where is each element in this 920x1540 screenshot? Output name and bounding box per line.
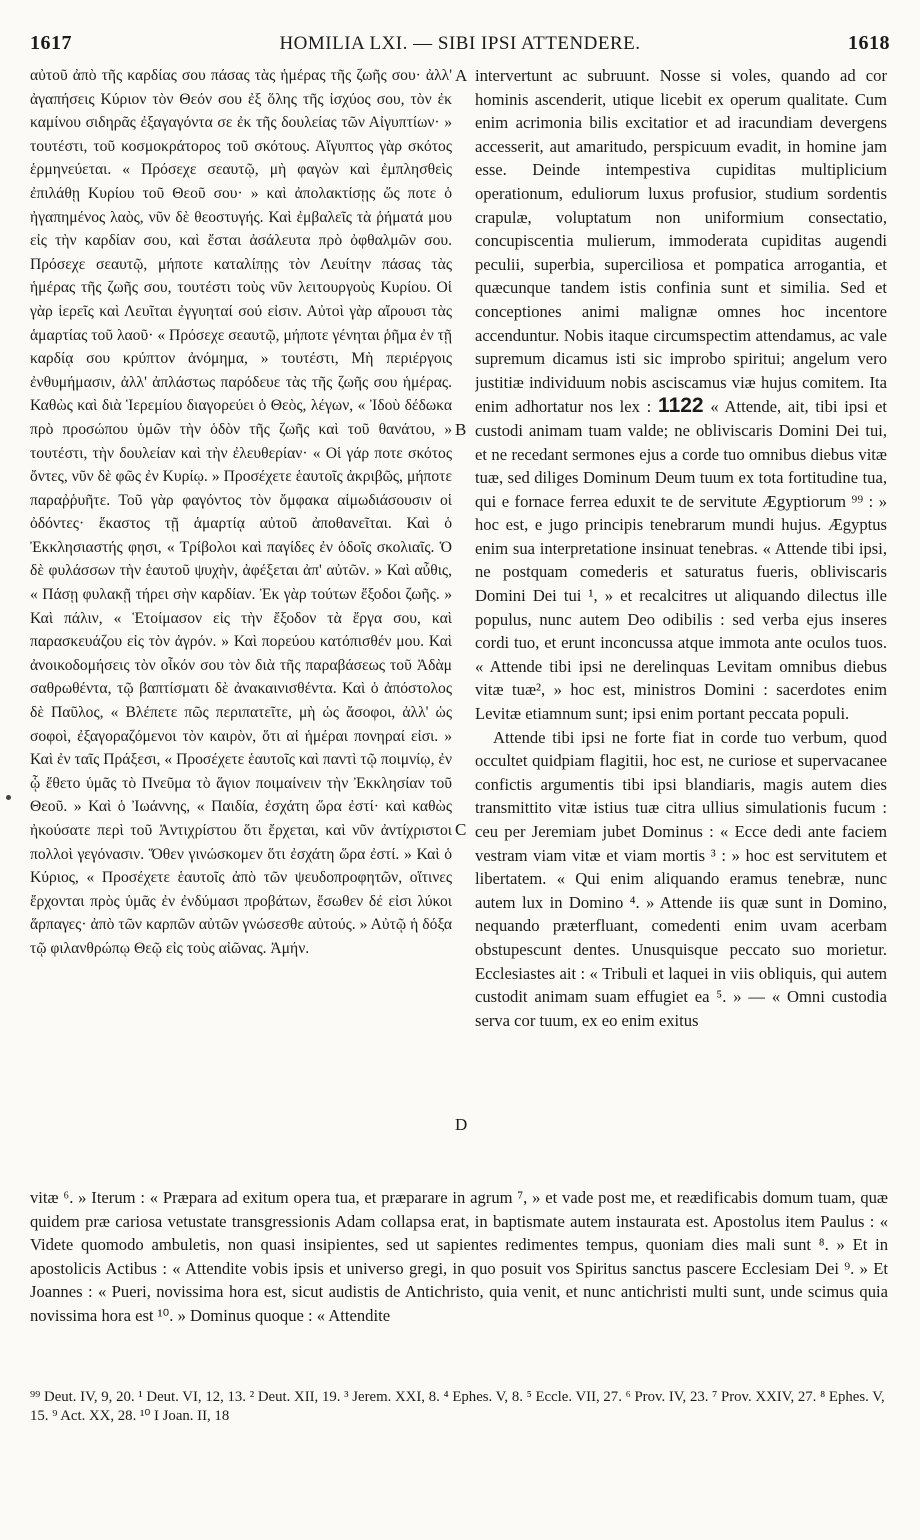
greek-text: αὐτοῦ ἀπὸ τῆς καρδίας σου πάσας τὰς ἡμέρας τῆς ζωῆς σου· ἀλλ' ἀγαπήσεις Κύριον τὸν Θεόν σου ἐξ ὅλης τῆς ἰσχύος σου, τὸν ἐκ καμίνου σιδηρᾶς ἐξαγαγόντα σε ἐκ τῆς δουλείας τῶν Αἰγυπτίων· » τουτέστι, τοῦ κοσμοκράτορος τοῦ σκότους. Αἴγυπτος γὰρ σκότος ἑρμηνεύεται. « Πρόσεχε σεαυτῷ, μὴ φαγὼν καὶ ἐμπλησθεὶς ἐπιλάθῃ Κυρίου τοῦ Θεοῦ σου· » καὶ ἀπολακτίσῃς ὥς ποτε ὁ ἠγαπημένος λαὸς, νῦν δὲ θεοστυγής. Καὶ ἐμβαλεῖς τὰ ῥήματά μου εἰς τὴν καρδίαν σου, καὶ ἔσται ἀσάλευτα πρὸ ὀφθαλμῶν σου. Πρόσεχε σεαυτῷ, μήποτε καταλίπῃς τὸν Λευίτην πάσας τὰς ἡμέρας τῆς ζωῆς σου, τουτέστι τοὺς νῦν λειτουργοὺς Κυρίου. Οἱ γὰρ ἱερεῖς καὶ Λευῖται ἐγγυηταί σού εἰσιν. Αὐτοὶ γὰρ αἴρουσι τὰς ἁμαρτίας τοῦ λαοῦ· « Πρόσεχε σεαυτῷ, μήποτε γένηται ῥῆμα ἐν τῇ καρδίᾳ σου κρύπτον ἀνόμημα, » τουτέστι, Μὴ περιέργοις ἐνθυμήμασιν, ἀλλ' ἀπλάστως παρόδευε τὰς τῆς ζωῆς σου ἡμέρας. Καθὼς καὶ διὰ Ἱερεμίου διαγορεύει ὁ Θεὸς, λέγων, « Ἰδοὺ δέδωκα πρὸ προσώπου ὑμῶν τὴν ὁδὸν τῆς ζωῆς καὶ τοῦ θανάτου, » τουτέστι, τὴν δουλείαν καὶ τὴν ἐλευθερίαν· « Οἱ γάρ ποτε σκότος ὄντες, νῦν δὲ φῶς ἐν Κυρίῳ. » Προσέχετε ἑαυτοῖς ἀκριβῶς, μήποτε παραῤῥυῆτε. Τοῦ γὰρ φαγόντος τὸν ὄμφακα αἱμωδιάσουσιν οἱ ὀδόντες· ἕκαστος τῇ ἁμαρτίᾳ αὐτοῦ ἀποθανεῖται. Καὶ ὁ Ἐκκλησιαστής φησι, « Τρίβολοι καὶ παγίδες ἐν ὁδοῖς σκολιαῖς. Ὁ δὲ φυλάσσων τὴν ἑαυτοῦ ψυχὴν, ἀφέξεται ἀπ' αὐτῶν. » Καὶ αὖθις, « Πάσῃ φυλακῇ τήρει σὴν καρδίαν. Ἐκ γὰρ τούτων ἔξοδοι ζωῆς. » Καὶ πάλιν, « Ἑτοίμασον εἰς τὴν ἔξοδον τὰ ἔργα σου, καὶ παρασκευάζου εἰς τὸν ἀγρόν. » Καὶ πορεύου κατόπισθέν μου. Καὶ ἀνοικοδομήσεις τὸν οἶκόν σου τὸν διὰ τῆς παραβάσεως τοῦ Ἀδὰμ σαθρωθέντα, τῷ βαπτίσματι δὲ ἀνακαινισθέντα. Καὶ ὁ ἀπόστολος δὲ Παῦλος, « Βλέπετε πῶς περιπατεῖτε, μὴ ὡς ἄσοφοι, ἀλλ' ὡς σοφοὶ, ἐξαγοραζόμενοι τὸν καιρὸν, ὅτι αἱ ἡμέραι πονηραί εἰσι. » Καὶ ἐν ταῖς Πράξεσι, « Προσέχετε ἑαυτοῖς καὶ παντὶ τῷ ποιμνίῳ, ἐν ᾧ ἔθετο ὑμᾶς τὸ Πνεῦμα τὸ ἅγιον ποιμαίνειν τὴν Ἐκκλησίαν τοῦ Θεοῦ. » Καὶ ὁ Ἰωάννης, « Παιδία, ἐσχάτη ὥρα ἐστί· καὶ καθὼς ἠκούσατε περὶ τοῦ Ἀντιχρίστου ὅτι ἔρχεται, καὶ νῦν ἀντίχριστοι πολλοὶ γεγόνασιν. Ὅθεν γινώσκομεν ὅτι ἐσχάτη ὥρα ἐστί. » Καὶ ὁ Κύριος, « Προσέχετε ἑαυτοῖς ἀπὸ τῶν ψευδοπροφητῶν, οἵτινες ἔρχονται πρὸς ὑμᾶς ἐν ἐνδύμασι προβάτων, ἔσωθεν δέ εἰσι λύκοι ἅρπαγες· ἀπὸ τῶν καρπῶν αὐτῶν γνώσεσθε αὐτούς. » Αὐτῷ ἡ δόξα τῷ φιλανθρώπῳ Θεῷ εἰς τοὺς αἰῶνας. Ἀμήν. [30,67,452,957]
latin-text-1: intervertunt ac subruunt. Nosse si voles, quando ad cor hominis ascenderit, utique licebit ex operum qualitate. Cum enim acrimonia bilis excitatior et ad iracundiam devergens accesserit, aut amaritudo, perspicuum evadit, in homine jam esse. Deinde intempestiva cupiditas multiplicium operationum, eduliorum luxus profusior, studium sordentis crapulæ, voluptatum non uniformium consectatio, concupiscentia mulierum, immoderata cupiditas augendi peculii, superbia, superciliosa et pompatica arrogantia, et quæcunque tandem istis confinia sunt et similia. Sed et conceptiones animi malignæ omnes hoc incentore accenduntur. Nobis itaque circumspectim attendamus, ac vale supremum dicamus isti sic improbo spiritui; angelum vero justitiæ individuum nobis asciscamus viæ hujus comitem. Ita enim adhortatur nos lex : [475,66,887,417]
page-header [30,32,890,62]
latin-text-1b: « Attende, ait, tibi ipsi et custodi animam tuam valde; ne obliviscaris Domini Dei tui, et ne recedant sermones ejus a corde tuo omnibus diebus vitæ tuæ, sed diliges Dominum Deum tuum ex tota fortitudine tua, qui e fornace ferrea eduxit te de servitute Ægyptiorum ⁹⁹ : » hoc est, e jugo principis tenebrarum mundi hujus. Ægyptus enim sua interpretatione insinuat tenebras. « Attende tibi ipsi, ne postquam comederis et saturatus fueris, obliviscaris Domini Dei tui ¹, » et recalcitres ut aliquando dilectus ille populus, nunc autem Deo odibilis : sed verba ejus inseres cordi tuo, et erunt inconcussa atque immota ante oculos tuos. « Attende tibi ipsi ne derelinquas Levitam omnibus diebus vitæ tuæ², » hoc est, ministros Domini : sacerdotes enim Levitæ etiamnum sunt; ipsi enim portant peccata populi. [475,397,887,724]
greek-column [30,64,452,1184]
latin-column [475,64,887,1184]
section-marker-a: A [455,66,468,85]
column-number: 1122 [658,394,704,418]
footnotes: ⁹⁹ Deut. IV, 9, 20. ¹ Deut. VI, 12, 13. ² Deut. XII, 19. ³ Jerem. XXI, 8. ⁴ Ephes. V, 8. ⁵ Eccle. VII, 27. ⁶ Prov. IV, 23. ⁷ Prov. XXIV, 27. ⁸ Ephes. V, 15. ⁹ Act. XX, 28. ¹⁰ I Joan. II, 18 [30,1389,885,1424]
left-page-number: 1617 [30,32,72,54]
latin-paragraph-1 [475,64,887,726]
margin-bullet [6,795,11,800]
running-title: HOMILIA LXI. — SIBI IPSI ATTENDERE. [279,33,641,54]
latin-paragraph-2: Attende tibi ipsi ne forte fiat in corde tuo verbum, quod occultet quidpiam flagitii, hoc est, ne curiose et supervacanee confictis argumentis tibi ipsi blandiaris, magis autem dies transmittito vitæ istius tuæ citra ullius simulationis fucum : ceu per Jeremiam jubet Dominus : « Ecce dedi ante faciem vestram viam vitæ et viam mortis ³ : » hoc est servitutem et libertatem. « Qui enim aliquando eramus tenebræ, nunc autem lux in Domino ⁴. » Attende iis quæ sunt in Domino, nequando præterfluant, comedenti enim uvam acerbam obstupescunt dentes. Unusquisque peccato suo morietur. Ecclesiastes ait : « Tribuli et laquei in viis obliquis, qui autem custodit animam suam effugiet ea ⁵. » — « Omni custodia serva cor tuum, ex eo enim exitus [475,727,887,1030]
section-marker-d: D [455,1115,468,1134]
section-marker-c: C [455,820,467,839]
section-marker-b: B [455,420,467,439]
full-width-text: vitæ ⁶. » Iterum : « Præpara ad exitum opera tua, et præparare in agrum ⁷, » et vade post me, et reædificabis domum tuam, quæ quidem præ cariosa vetustate transgressionis Adam collapsa erat, in baptismate autem instaurata est. Apostolus item Paulus : « Videte quomodo ambuletis, non quasi insipientes, sed ut sapientes redimentes tempus, quoniam dies mali sunt ⁸. » Et in apostolicis Actibus : « Attendite vobis ipsis et universo gregi, in quo posuit vos Spiritus sanctus pascere Ecclesiam Dei ⁹. » Et Joannes : « Pueri, novissima hora est, sicut audistis de Antichristo, quia venit, et nunc antichristi multi sunt, unde scimus quia novissima hora est ¹⁰. » Dominus quoque : « Attendite [30,1188,888,1325]
right-page-number: 1618 [847,32,890,54]
